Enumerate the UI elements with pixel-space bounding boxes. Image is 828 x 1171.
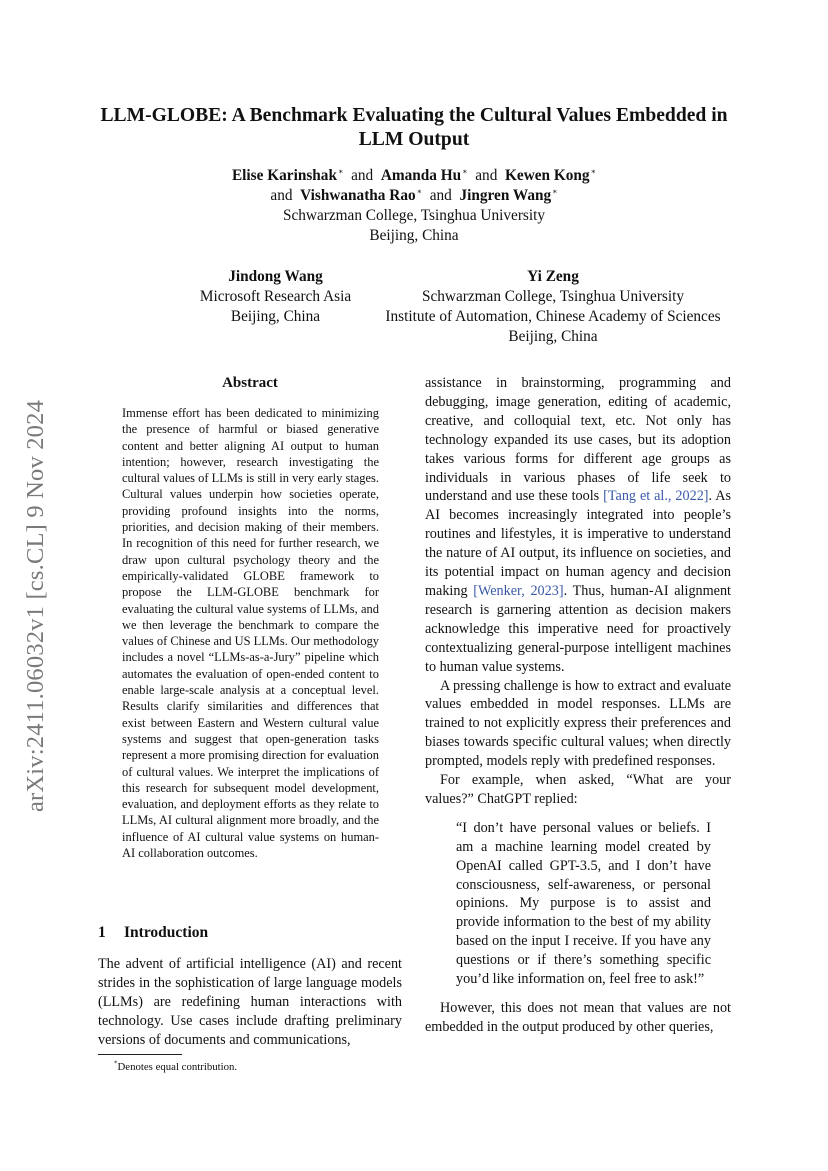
section-number: 1 [98, 924, 106, 941]
footnote-text: Denotes equal contribution. [117, 1061, 238, 1073]
conjunction: and [270, 187, 293, 204]
author-line-1 [120, 166, 708, 186]
author-name: Elise Karinshak [231, 167, 337, 184]
arxiv-id-text: arXiv:2411.06032v1 [cs.CL] 9 Nov 2024 [22, 399, 49, 812]
abstract-text: Immense effort has been dedicated to minimizing the presence of harmful or biased generative content and better aligning AI output to human intention; however, research investigating the cultural values of LLMs is still in very early stages. Cultural values underpin how societies operate, providing profound insights into the norms, priorities, and decision making of their members. In recognition of this need for further research, we draw upon cultural psychology theory and the empirically-validated GLOBE framework to propose the LLM-GLOBE benchmark for evaluating the cultural value systems of LLMs, and we then leverage the benchmark to compare the values of Chinese and US LLMs. Our methodology includes a novel “LLMs-as-a-Jury” pipeline which automates the evaluation of open-ended content to enable large-scale analysis at a conceptual level. Results clarify similarities and differences that exist between Eastern and Western cultural value systems and suggest that open-generation tasks represent a more promising direction for evaluation of cultural values. We interpret the implications of this research for subsequent model development, evaluation, and deployment efforts as they relate to LLMs, AI cultural alignment more broadly, and the influence of AI cultural value systems on human-AI collaboration outcomes. [122, 406, 380, 861]
footnote-mark: * [114, 1059, 118, 1068]
arxiv-side-identifier [22, 368, 50, 843]
author-affiliation: Schwarzman College, Tsinghua University [282, 207, 546, 224]
title-line-2: LLM Output [358, 129, 470, 150]
affiliation-left [183, 267, 368, 327]
footnote-rule [98, 1054, 182, 1055]
quoted-response: “I don’t have personal values or beliefs. I am a machine learning model created by OpenAI called GPT-3.5, and I don’t have consciousness, self-awareness, or personal opinions. My purpose is to assist and provide information to the best of my ability based on the input I receive. If you have any questions or if there’s something specific you’d like information on, feel free to ask!” [456, 819, 711, 988]
citation-link[interactable]: [Wenker, 2023] [473, 582, 564, 599]
paragraph-text: assistance in brainstorming, programming and debugging, image generation, editing of academic, creative, and colloquial text, etc. Not only has technology expanded its use cases, but its adoption takes various forms for different age groups as individuals in various phases of life seek to understand and use these tools [425, 375, 731, 505]
equal-contribution-mark: ∗ [462, 166, 468, 176]
title-line-1: LLM-GLOBE: A Benchmark Evaluating the Cultural Values Embedded in [100, 105, 728, 126]
affiliation-location: Beijing, China [508, 328, 598, 345]
author-location: Beijing, China [369, 227, 459, 244]
affiliation-org: Institute of Automation, Chinese Academy of Sciences [385, 308, 721, 325]
conjunction: and [429, 187, 452, 204]
left-column-body [98, 955, 402, 1050]
section-title: Introduction [124, 924, 209, 941]
paragraph [425, 374, 731, 677]
affiliation-org: Microsoft Research Asia [199, 288, 352, 305]
author-name: Vishwanatha Rao [300, 187, 416, 204]
conjunction: and [351, 167, 374, 184]
affiliation-right [366, 267, 740, 347]
affiliation-location: Beijing, China [230, 308, 321, 325]
equal-contribution-mark: ∗ [590, 166, 596, 176]
paragraph: The advent of artificial intelligence (AI) and recent strides in the sophistication of large language models (LLMs) are redefining human interactions with technology. Use cases include drafting preliminary versions of documents and communications, [98, 956, 402, 1048]
section-heading [98, 924, 208, 942]
equal-contribution-mark: ∗ [552, 186, 558, 196]
paragraph: A pressing challenge is how to extract and evaluate values embedded in model responses. LLMs are trained to not explicitly express their preferences and biases towards specific cultural values; when directly prompted, models reply with predefined responses. [425, 677, 731, 770]
equal-contribution-mark: ∗ [337, 166, 344, 176]
paragraph-text: . As AI becomes increasingly integrated into people’s routines and lifestyles, it is imperative to understand the nature of AI output, its influence on societies, and its potential impact on human agency and decision making [425, 488, 732, 599]
paper-title [80, 104, 748, 152]
author-name: Yi Zeng [527, 268, 579, 285]
paragraph-text: . Thus, human-AI alignment research is garnering attention as decision makers acknowledge this imperative need for proactively contextualizing general-purpose intelligent machines to human value systems. [425, 582, 732, 675]
right-column-body [425, 374, 731, 1037]
author-name: Jingren Wang [459, 187, 552, 204]
paragraph: However, this does not mean that values are not embedded in the output produced by other queries, [425, 1000, 731, 1035]
author-line-2 [120, 186, 708, 206]
footnote [114, 1060, 237, 1074]
paragraph: For example, when asked, “What are your values?” ChatGPT replied: [425, 772, 731, 807]
author-name: Jindong Wang [228, 268, 323, 285]
abstract-heading: Abstract [222, 375, 278, 391]
conjunction: and [475, 167, 498, 184]
author-name: Kewen Kong [505, 167, 590, 184]
affiliation-org: Schwarzman College, Tsinghua University [421, 288, 685, 305]
citation-link[interactable]: [Tang et al., 2022] [603, 488, 709, 505]
equal-contribution-mark: ∗ [416, 186, 423, 196]
author-block [120, 166, 708, 246]
author-name: Amanda Hu [380, 167, 462, 184]
